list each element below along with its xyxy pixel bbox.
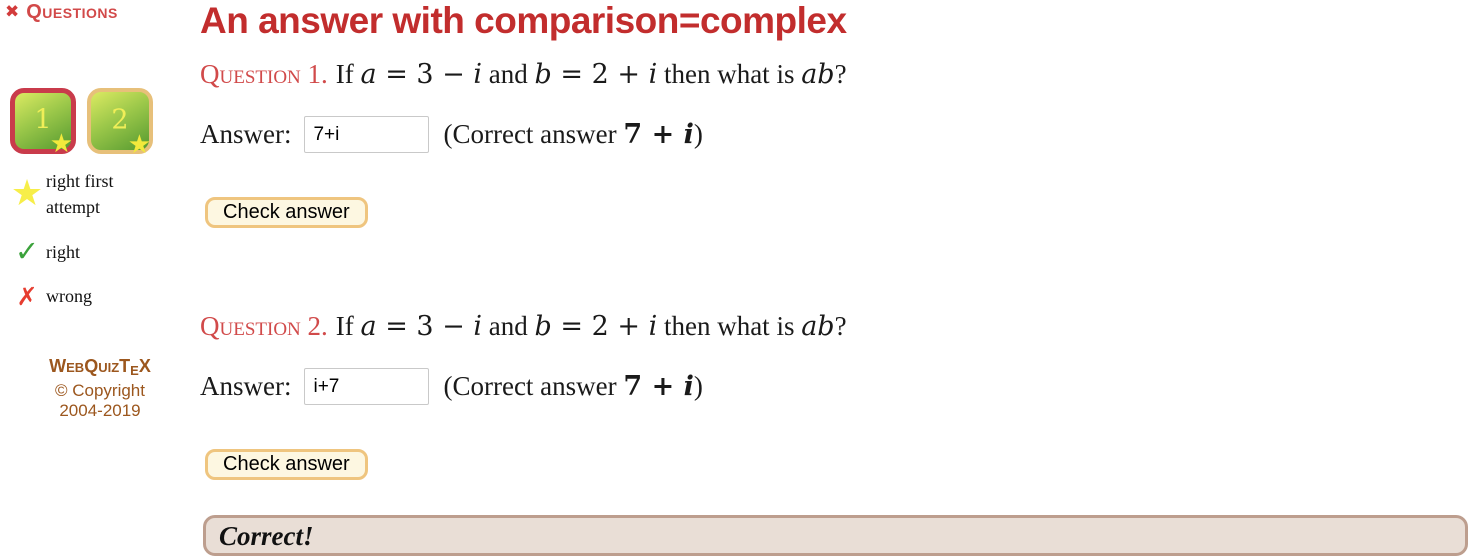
correct-answer-text: (Correct answer 7 + i) xyxy=(443,119,703,150)
checkmark-icon: ✓ xyxy=(14,234,40,268)
sidebar-header[interactable] xyxy=(5,2,118,22)
copyright-years: 2004-2019 xyxy=(59,401,141,420)
question-1-body: If a = 3 − i and b = 2 + i then what is ab? xyxy=(335,59,847,90)
question-2-button-row xyxy=(200,449,1471,480)
main-content xyxy=(200,0,1471,556)
answer-label: Answer: xyxy=(200,371,292,401)
feedback-banner: Correct! xyxy=(203,515,1468,556)
logo-part: UIZ xyxy=(98,360,120,375)
question-1-section xyxy=(200,57,1471,228)
legend-item-wrong xyxy=(8,283,150,309)
logo-part: Q xyxy=(84,356,99,376)
question-1-text xyxy=(200,57,1471,92)
star-icon: ★ xyxy=(127,130,151,160)
answer-input-1[interactable] xyxy=(304,116,429,153)
answer-input-2[interactable] xyxy=(304,368,429,405)
star-icon: ★ xyxy=(10,173,44,214)
question-nav-button-2[interactable] xyxy=(87,88,153,160)
question-1-answer-row xyxy=(200,116,1471,153)
check-answer-button-1[interactable]: Check answer xyxy=(205,197,368,228)
star-icon: ★ xyxy=(49,129,73,159)
question-nav-button-1[interactable] xyxy=(10,88,76,159)
close-questions-icon[interactable]: ✖ xyxy=(5,1,20,22)
logo-part: T xyxy=(119,356,131,376)
cross-icon: ✗ xyxy=(16,281,38,311)
logo-part: X xyxy=(138,356,151,376)
correct-answer-text: (Correct answer 7 + i) xyxy=(443,371,703,402)
logo-part: W xyxy=(49,356,67,376)
check-answer-button-2[interactable]: Check answer xyxy=(205,449,368,480)
question-nav xyxy=(10,88,153,160)
logo-part: EB xyxy=(66,360,85,375)
answer-label: Answer: xyxy=(200,119,292,149)
question-1-label: Question 1. xyxy=(200,59,328,89)
legend-item-right xyxy=(8,234,150,268)
question-2-label: Question 2. xyxy=(200,311,328,341)
logo-part: E xyxy=(130,363,139,378)
legend-label: wrong xyxy=(46,286,92,306)
question-number: 2 xyxy=(111,104,129,136)
question-2-answer-row xyxy=(200,368,1471,405)
copyright-block xyxy=(0,356,200,421)
copyright-line: © Copyright xyxy=(54,381,145,400)
question-number: 1 xyxy=(34,104,52,136)
legend-item-right-first-attempt xyxy=(8,168,150,220)
legend-label: right first attempt xyxy=(46,171,114,217)
questions-panel-title: Questions xyxy=(26,1,118,23)
legend-label: right xyxy=(46,241,80,262)
question-1-button-row xyxy=(200,197,1471,228)
question-2-body: If a = 3 − i and b = 2 + i then what is ab? xyxy=(335,311,847,342)
question-2-section xyxy=(200,309,1471,480)
legend xyxy=(8,168,150,309)
question-2-text xyxy=(200,309,1471,344)
page-title: An answer with comparison=complex xyxy=(200,0,847,41)
webquiztex-logo xyxy=(0,356,200,381)
